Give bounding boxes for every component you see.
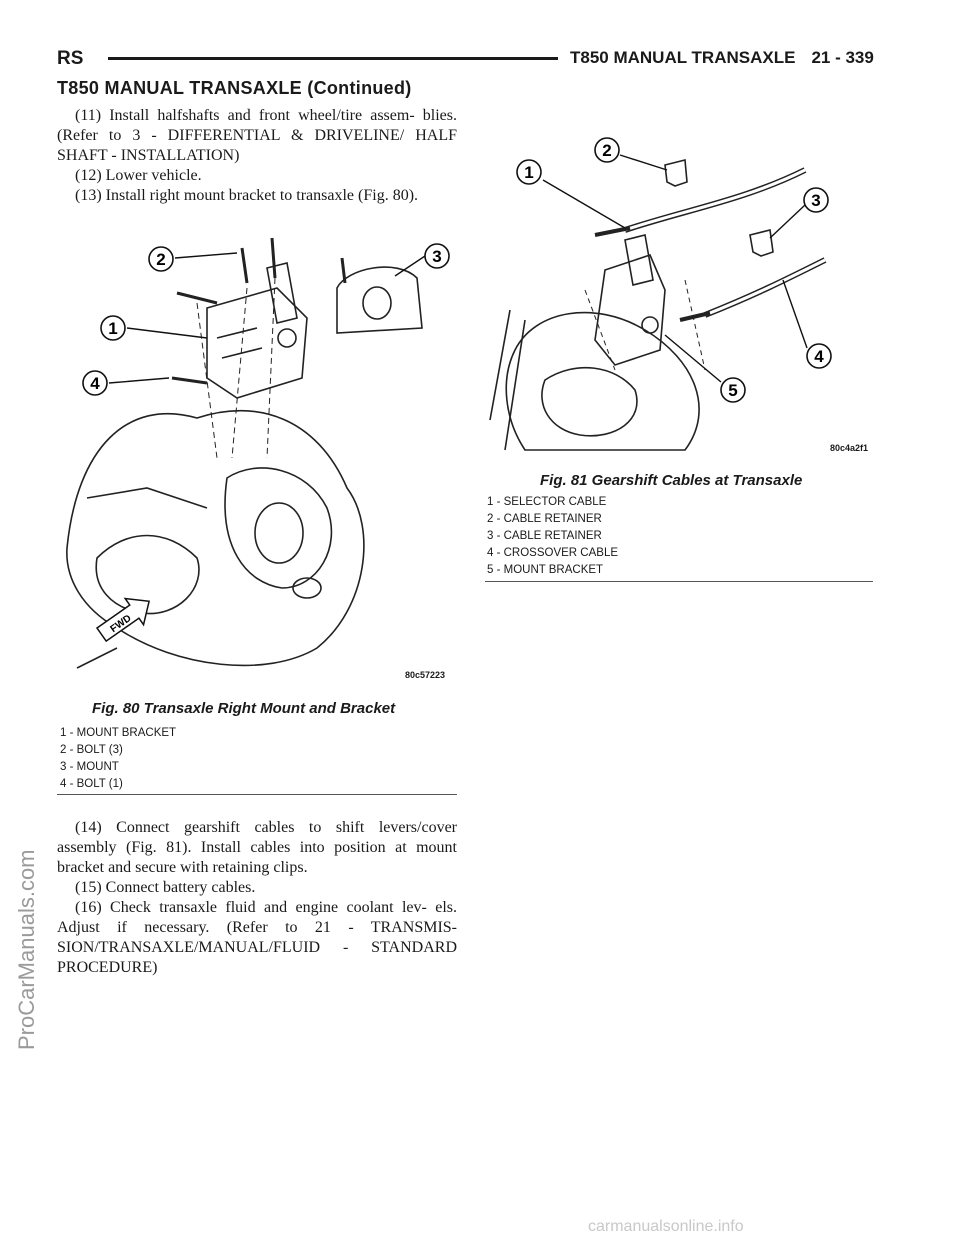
- fig81-caption: Fig. 81 Gearshift Cables at Transaxle: [540, 472, 803, 489]
- fig80-callout-4: 4: [90, 374, 100, 393]
- header-section-code: RS: [57, 48, 84, 69]
- fig81-legend-item: 2 - CABLE RETAINER: [487, 513, 602, 525]
- fig81-callout-1: 1: [524, 163, 534, 182]
- fig81-legend-item: 5 - MOUNT BRACKET: [487, 564, 604, 576]
- fig80-callout-1: 1: [108, 319, 118, 338]
- fig80-code: 80c57223: [405, 670, 446, 680]
- step-11: (11) Install halfshafts and front wheel/tire assem- blies. (Refer to 3 - DIFFERENTIAL & DRIVELINE/ HALF SHAFT - INSTALLATION): [57, 107, 457, 164]
- fig80-legend-item: 1 - MOUNT BRACKET: [60, 727, 177, 739]
- fig80-rule: [57, 794, 457, 795]
- fig81-callout-5: 5: [728, 381, 738, 400]
- step-16: (16) Check transaxle fluid and engine coolant lev- els. Adjust if necessary. (Refer to 21 - TRANSMIS- SION/TRANSAXLE/MANUAL/FLUID - STANDARD PROCEDURE): [57, 899, 457, 976]
- fig81-legend-item: 1 - SELECTOR CABLE: [487, 496, 607, 508]
- step-14: (14) Connect gearshift cables to shift levers/cover assembly (Fig. 81). Install cables into position at mount bracket and secure with retaining clips.: [57, 819, 457, 876]
- fig81-legend-item: 4 - CROSSOVER CABLE: [487, 547, 619, 559]
- fig81-callout-2: 2: [602, 141, 612, 160]
- fig81-illustration: [485, 120, 875, 460]
- fig80-caption: Fig. 80 Transaxle Right Mount and Bracket: [92, 700, 396, 717]
- fig80-legend-item: 4 - BOLT (1): [60, 778, 123, 790]
- fig81-legend: [487, 494, 618, 579]
- fig81-rule: [485, 581, 873, 582]
- header-chapter-title: T850 MANUAL TRANSAXLE: [570, 48, 796, 67]
- step-12: (12) Lower vehicle.: [75, 167, 202, 184]
- fig80-legend-item: 3 - MOUNT: [60, 761, 119, 773]
- fig80-legend-item: 2 - BOLT (3): [60, 744, 123, 756]
- header-rule: [108, 57, 558, 60]
- steps-top: [57, 106, 457, 206]
- fig81-code: 80c4a2f1: [830, 443, 869, 453]
- section-title: T850 MANUAL TRANSAXLE (Continued): [57, 78, 412, 98]
- step-15: (15) Connect battery cables.: [75, 879, 256, 896]
- fig81-callout-4: 4: [814, 347, 824, 366]
- step-13: (13) Install right mount bracket to transaxle (Fig. 80).: [75, 187, 419, 204]
- fig81-callout-3: 3: [811, 191, 821, 210]
- fig80-callout-3: 3: [432, 247, 442, 266]
- fig80-illustration: [57, 228, 457, 690]
- fig80-callout-2: 2: [156, 250, 166, 269]
- fwd-arrow-label: FWD: [108, 612, 134, 636]
- footer-watermark: carmanualsonline.info: [588, 1218, 744, 1235]
- fig81-legend-item: 3 - CABLE RETAINER: [487, 530, 602, 542]
- page-number: 21 - 339: [811, 48, 874, 67]
- header-title: [570, 48, 874, 68]
- fig80-legend: [60, 725, 176, 793]
- steps-bottom: [57, 818, 457, 978]
- side-watermark: ProCarManuals.com: [14, 849, 39, 1050]
